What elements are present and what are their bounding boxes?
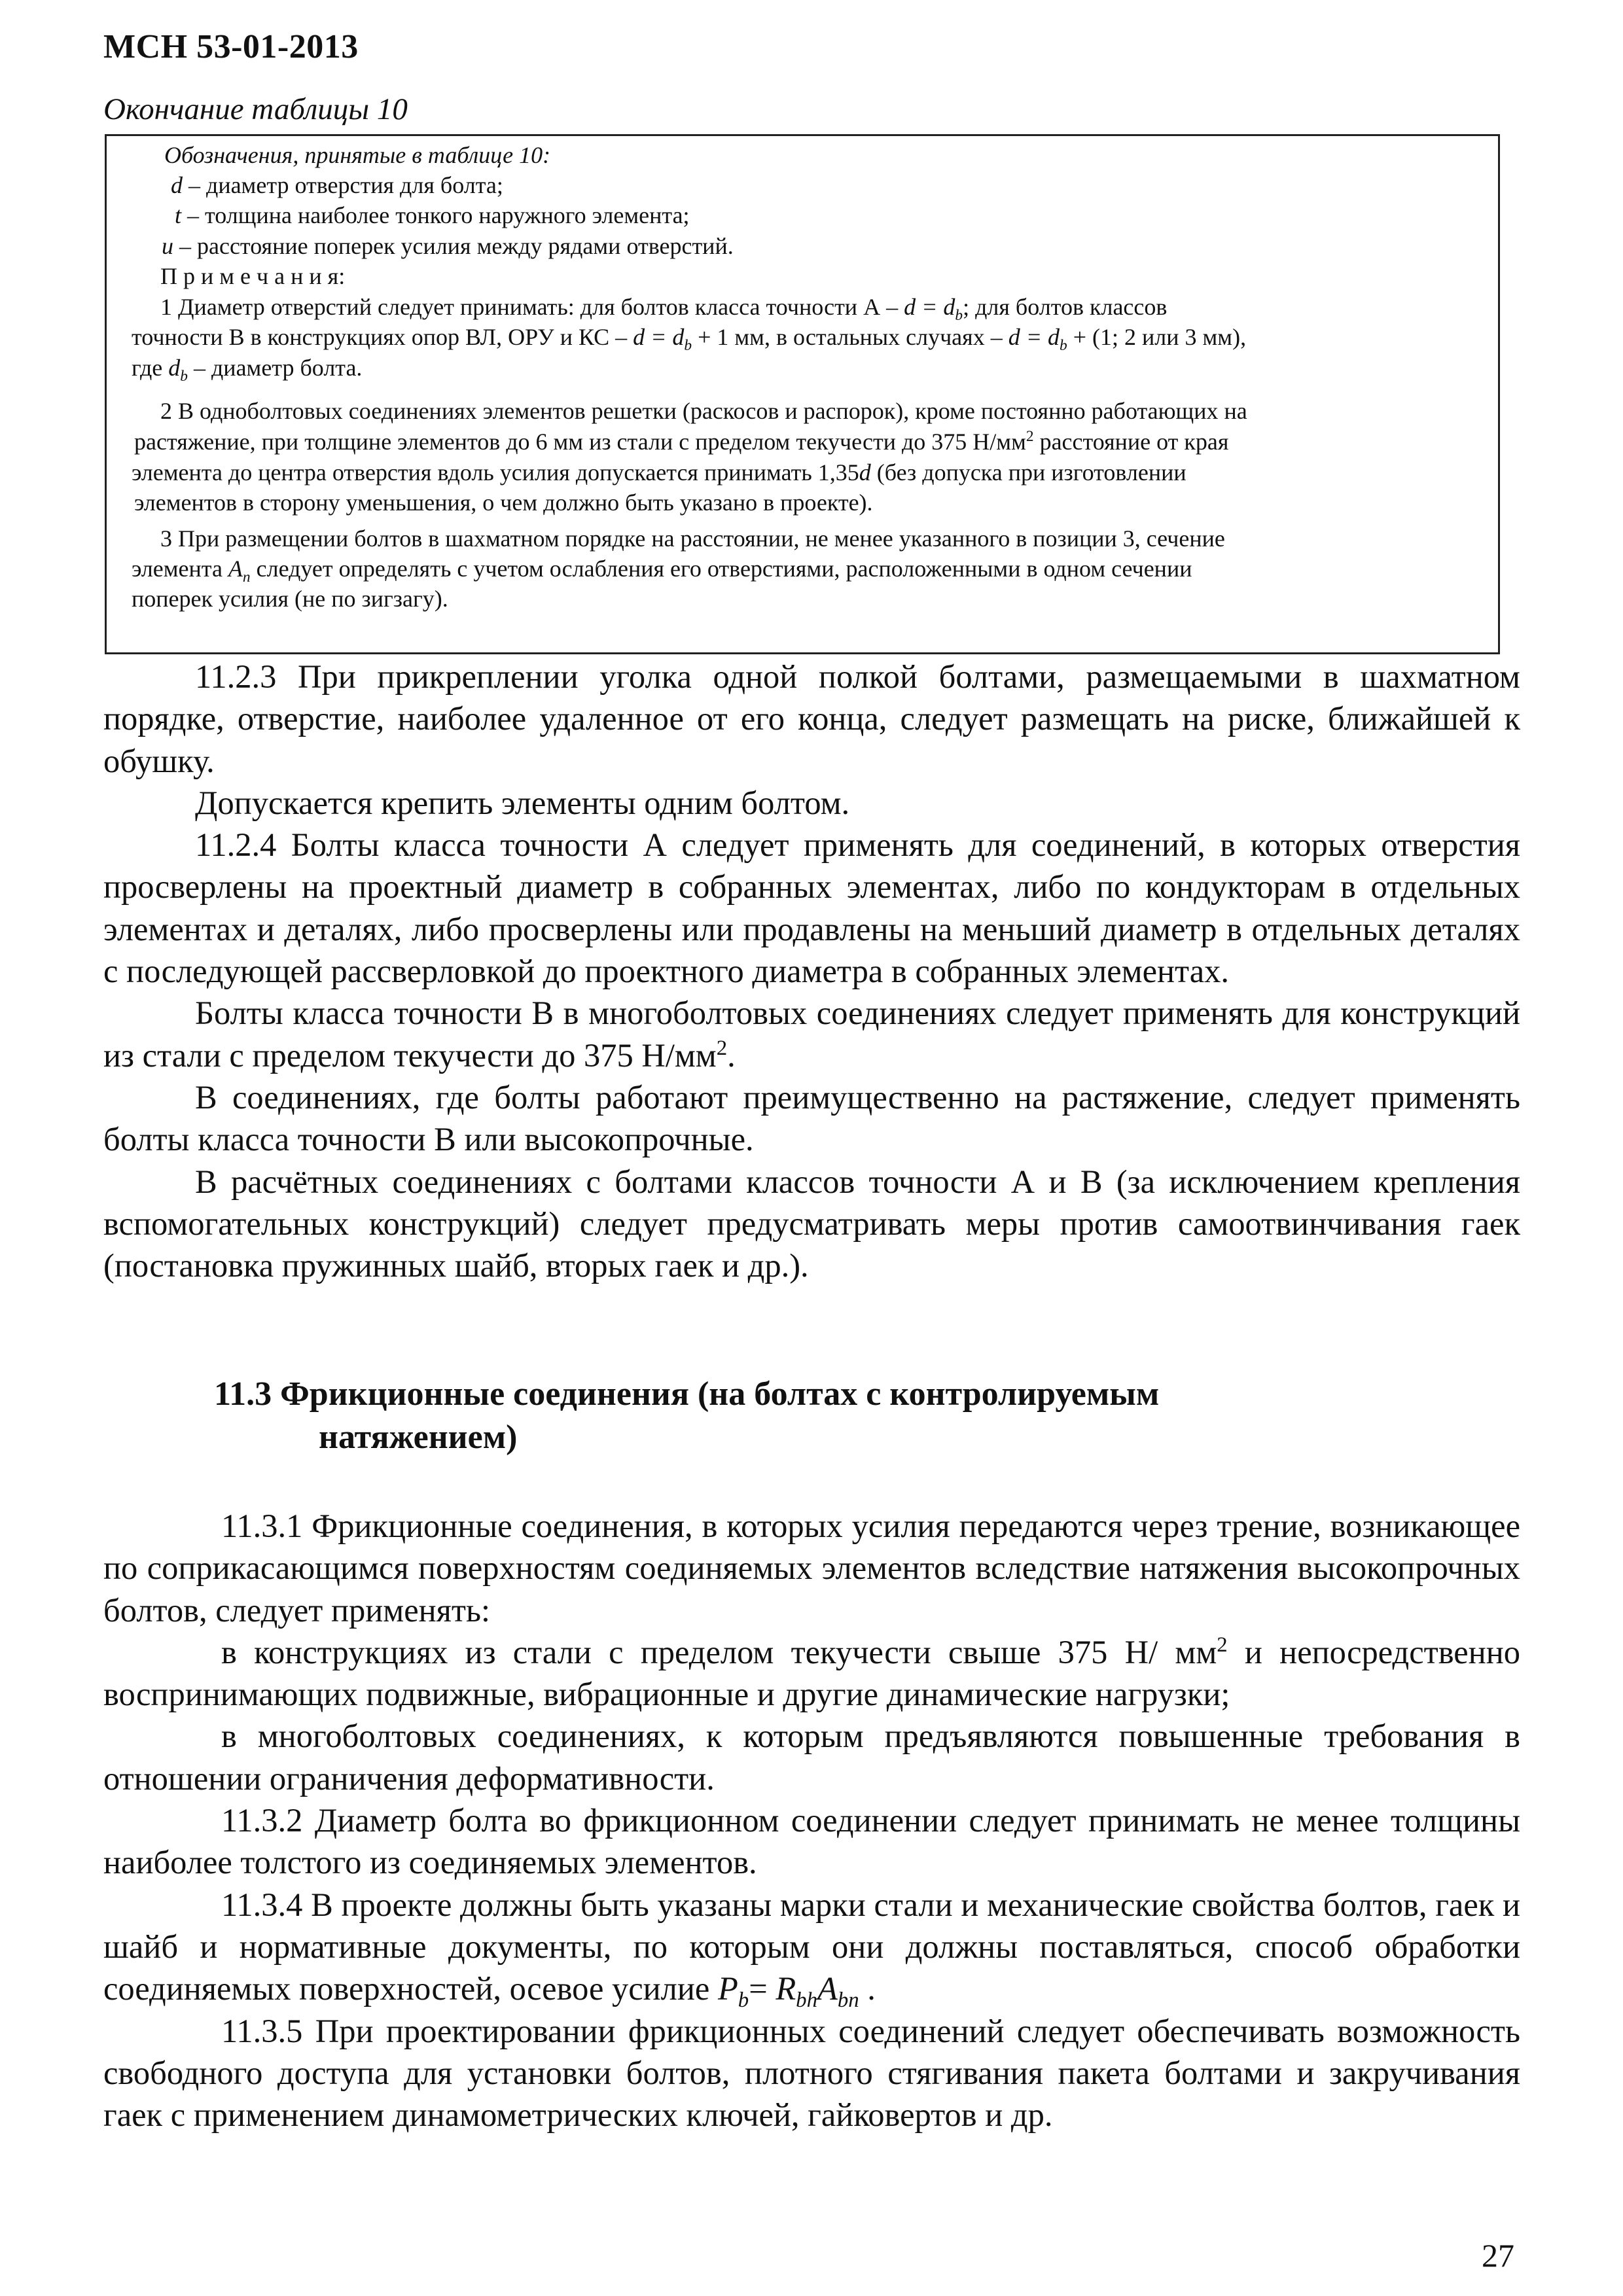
section-title-line-1: 11.3 Фрикционные соединения (на болтах с контролируемым (214, 1375, 1160, 1413)
symbol-u: u (162, 233, 173, 259)
notes-label: П р и м е ч а н и я: (160, 263, 346, 289)
superscript-2: 2 (1026, 428, 1034, 445)
note-1-text-c: точности В в конструкциях опор ВЛ, ОРУ и КС – (132, 324, 633, 350)
formula-d-eq: d = d (633, 324, 685, 350)
formula-d-eq: d = d (904, 294, 955, 320)
symbol-p: P (717, 1970, 738, 2007)
subscript-b: b (180, 368, 188, 385)
paragraph-self-unscrewing: В расчётных соединениях с болтами классов точности А и В (за исключением крепления вспомогательных конструкций) следует предусматривать меры против самоотвинчивания гаек (постановка пружинных шайб, вторых гаек и др.). (103, 1163, 1520, 1284)
note-3-line-3: поперек усилия (не по зигзагу). (132, 586, 448, 612)
note-2-text-a: растяжение, при толщине элементов до 6 мм из стали с пределом текучести до 375 Н/мм (134, 429, 1026, 455)
note-u (162, 231, 734, 262)
symbol-a: A (817, 1970, 838, 2007)
table-caption: Окончание таблицы 10 (103, 92, 408, 126)
note-2-line-1: 2 В одноболтовых соединениях элементов решетки (раскосов и распорок), кроме постоянно работающих на (160, 398, 1247, 424)
paragraph-high-strength-a: в конструкциях из стали с пределом текучести свыше 375 Н/ мм (221, 1633, 1217, 1670)
subscript-b: b (1060, 337, 1067, 355)
symbol-d: d (168, 355, 181, 381)
note-2-text-b: расстояние от края (1033, 429, 1229, 455)
paragraph-11-3-5: 11.3.5 При проектировании фрикционных соединений следует обеспечивать возможность свободного доступа для установки болтов, плотного стягивания пакета болтами и закручивания гаек с применением динамометрических ключей, гайковертов и др. (103, 2012, 1520, 2134)
paragraph-11-3-2: 11.3.2 Диаметр болта во фрикционном соединении следует принимать не менее толщины наиболее толстого из соединяемых элементов. (103, 1802, 1520, 1881)
subscript-b: b (738, 1988, 749, 2013)
section-title-line-2: натяжением) (319, 1419, 518, 1456)
paragraph-high-strength-b: и непосредственно воспринимающих подвижные, вибрационные и другие динамические нагрузки; (103, 1633, 1520, 1713)
formula-end: . (859, 1970, 876, 2007)
paragraph-11-3-1: 11.3.1 Фрикционные соединения, в которых усилия передаются через трение, возникающее по соприкасающимся поверхностям соединяемых элементов вследствие натяжения высокопрочных болтов, следует применять: (103, 1508, 1520, 1629)
paragraph-high-strength (103, 1631, 1520, 1716)
note-3-text-b: следует определять с учетом ослабления его отверстиями, расположенными в одном сечении (250, 556, 1192, 582)
symbol-r: R (776, 1970, 796, 2007)
superscript-2: 2 (716, 1036, 728, 1060)
symbol-d: d (859, 459, 871, 486)
note-1-text-a: 1 Диаметр отверстий следует принимать: для болтов класса точности А – (160, 294, 904, 320)
note-1-line-2 (132, 322, 1246, 353)
note-2-line-3 (132, 457, 1186, 488)
section-title-11-3 (214, 1373, 1516, 1459)
note-t (175, 200, 690, 231)
note-1-text-e: + (1; 2 или 3 мм), (1067, 324, 1247, 350)
note-3-line-2 (132, 554, 1192, 584)
paragraph-tension-joints: В соединениях, где болты работают преимущественно на растяжение, следует применять болты класса точности В или высокопрочные. (103, 1078, 1520, 1158)
equals-sign: = (749, 1970, 776, 2007)
note-2-text-d: (без допуска при изготовлении (870, 459, 1186, 486)
note-1-line-3 (132, 353, 362, 383)
subscript-b: b (955, 307, 963, 325)
note-1-text-g: – диаметр болта. (187, 355, 363, 381)
notes-title: Обозначения, принятые в таблице 10: (164, 142, 551, 168)
note-1-text-f: где (132, 355, 169, 381)
symbol-t: t (175, 202, 182, 228)
subscript-bn: bn (837, 1988, 859, 2013)
symbol-d: d (171, 172, 183, 198)
note-1-text-d: + 1 мм, в остальных случаях – (692, 324, 1008, 350)
paragraph-multi-bolt: в многоболтовых соединениях, к которым предъявляются повышенные требования в отношении ограничения деформативности. (103, 1718, 1520, 1797)
table-notes-box (105, 134, 1500, 654)
note-d-text: – диаметр отверстия для болта; (183, 172, 503, 198)
note-2-line-2 (134, 427, 1228, 457)
note-2-text-c: элемента до центра отверстия вдоль усилия допускается принимать 1,35 (132, 459, 859, 486)
body-section-11-3 (103, 1505, 1520, 2136)
note-3-line-1: 3 При размещении болтов в шахматном порядке на расстоянии, не менее указанного в позиции 3, сечение (160, 525, 1225, 552)
note-3-text-a: элемента (132, 556, 228, 582)
subscript-n: n (242, 569, 251, 586)
note-u-text: – расстояние поперек усилия между рядами отверстий. (173, 233, 734, 259)
subscript-b: b (684, 337, 692, 355)
superscript-2: 2 (1217, 1633, 1228, 1657)
paragraph-class-b-bolts (103, 992, 1520, 1076)
symbol-a: A (228, 556, 243, 582)
paragraph-class-b-text: Болты класса точности В в многоболтовых соединениях следует применять для конструкций из стали с пределом текучести до 375 Н/мм (103, 995, 1520, 1074)
note-t-text: – толщина наиболее тонкого наружного элемента; (181, 202, 690, 228)
body-section-11-2 (103, 656, 1520, 1286)
paragraph-11-3-4-text: 11.3.4 В проекте должны быть указаны марки стали и механические свойства болтов, гаек и шайб и нормативные документы, по которым они должны поставляться, способ обработки соединяемых поверхностей, осевое усилие (103, 1886, 1520, 2007)
note-1-line-1 (160, 292, 1167, 323)
paragraph-single-bolt: Допускается крепить элементы одним болтом. (195, 784, 850, 821)
note-1-text-b: ; для болтов классов (963, 294, 1168, 320)
document-code-header: МСН 53-01-2013 (103, 28, 359, 65)
note-2-line-4: элементов в сторону уменьшения, о чем должно быть указано в проекте). (134, 489, 873, 516)
paragraph-11-3-4 (103, 1884, 1520, 2013)
note-d (171, 170, 503, 201)
paragraph-period: . (727, 1036, 736, 1074)
formula-d-eq: d = d (1008, 324, 1060, 350)
subscript-bh: bh (796, 1988, 817, 2013)
page-number: 27 (1482, 2237, 1514, 2274)
paragraph-11-2-3: 11.2.3 При прикреплении уголка одной полкой болтами, размещаемыми в шахматном порядке, отверстие, наиболее удаленное от его конца, следует размещать на риске, ближайшей к обушку. (103, 658, 1520, 779)
paragraph-11-2-4: 11.2.4 Болты класса точности А следует применять для соединений, в которых отверстия просверлены на проектный диаметр в собранных элементах, либо по кондукторам в отдельных элементах и деталях, либо просверлены или продавлены на меньший диаметр в отдельных деталях с последующей рассверловкой до проектного диаметра в собранных элементах. (103, 826, 1520, 990)
